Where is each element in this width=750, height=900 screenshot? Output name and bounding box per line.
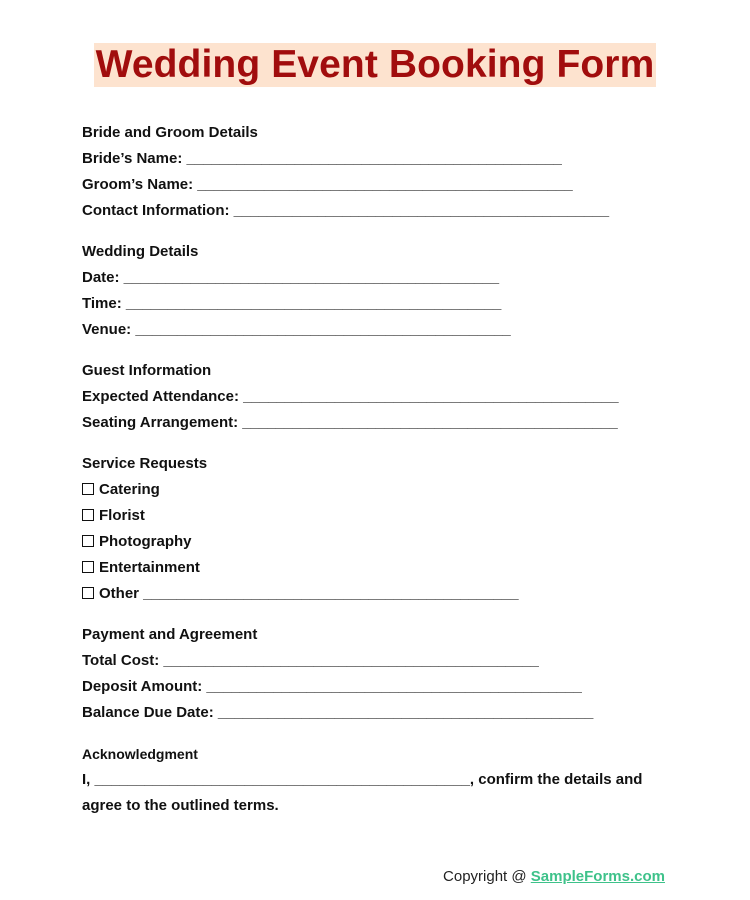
brides-name-field[interactable]: Bride’s Name: _____________________________________________: [82, 150, 562, 167]
florist-option[interactable]: [82, 503, 682, 529]
grooms-name-field[interactable]: Groom’s Name: _____________________________________________: [82, 176, 573, 193]
checkbox-icon[interactable]: [82, 535, 94, 547]
section-payment: [82, 622, 682, 726]
section-heading-bride-groom: Bride and Groom Details: [82, 124, 258, 141]
copyright-text: Copyright @: [443, 868, 531, 885]
section-guest: [82, 358, 682, 436]
venue-field[interactable]: Venue: _____________________________________________: [82, 321, 511, 338]
acknowledgment-terms-text: agree to the outlined terms.: [82, 797, 279, 814]
section-acknowledgment: [82, 741, 682, 819]
form-content: [82, 120, 682, 834]
checkbox-icon[interactable]: [82, 587, 94, 599]
other-label: Other _____________________________________________: [99, 585, 519, 602]
balance-due-date-field[interactable]: Balance Due Date: _____________________________________________: [82, 704, 594, 721]
entertainment-label: Entertainment: [99, 559, 200, 576]
brand-link[interactable]: SampleForms.com: [530, 868, 665, 885]
checkbox-icon[interactable]: [82, 561, 94, 573]
checkbox-icon[interactable]: [82, 483, 94, 495]
contact-info-field[interactable]: Contact Information: _____________________________________________: [82, 202, 610, 219]
expected-attendance-field[interactable]: Expected Attendance: _____________________________________________: [82, 388, 619, 405]
checkbox-icon[interactable]: [82, 509, 94, 521]
section-heading-payment: Payment and Agreement: [82, 626, 258, 643]
entertainment-option[interactable]: [82, 555, 682, 581]
date-field[interactable]: Date: _____________________________________________: [82, 269, 500, 286]
total-cost-field[interactable]: Total Cost: _____________________________________________: [82, 652, 539, 669]
section-heading-acknowledgment: Acknowledgment: [82, 746, 198, 762]
catering-label: Catering: [99, 481, 160, 498]
page-title: Wedding Event Booking Form: [95, 43, 655, 86]
photography-label: Photography: [99, 533, 192, 550]
catering-option[interactable]: [82, 477, 682, 503]
section-heading-services: Service Requests: [82, 455, 208, 472]
seating-arrangement-field[interactable]: Seating Arrangement: _____________________________________________: [82, 414, 618, 431]
deposit-amount-field[interactable]: Deposit Amount: _____________________________________________: [82, 678, 582, 695]
acknowledgment-name-field[interactable]: I, _____________________________________________, confirm the details and: [82, 771, 643, 788]
other-option[interactable]: [82, 581, 682, 607]
photography-option[interactable]: [82, 529, 682, 555]
section-wedding: [82, 239, 682, 343]
section-heading-guest: Guest Information: [82, 362, 212, 379]
copyright-footer: [443, 868, 665, 885]
florist-label: Florist: [99, 507, 145, 524]
time-field[interactable]: Time: _____________________________________________: [82, 295, 502, 312]
section-bride-groom: [82, 120, 682, 224]
title-container: [0, 43, 750, 87]
section-heading-wedding: Wedding Details: [82, 243, 199, 260]
section-services: [82, 451, 682, 607]
